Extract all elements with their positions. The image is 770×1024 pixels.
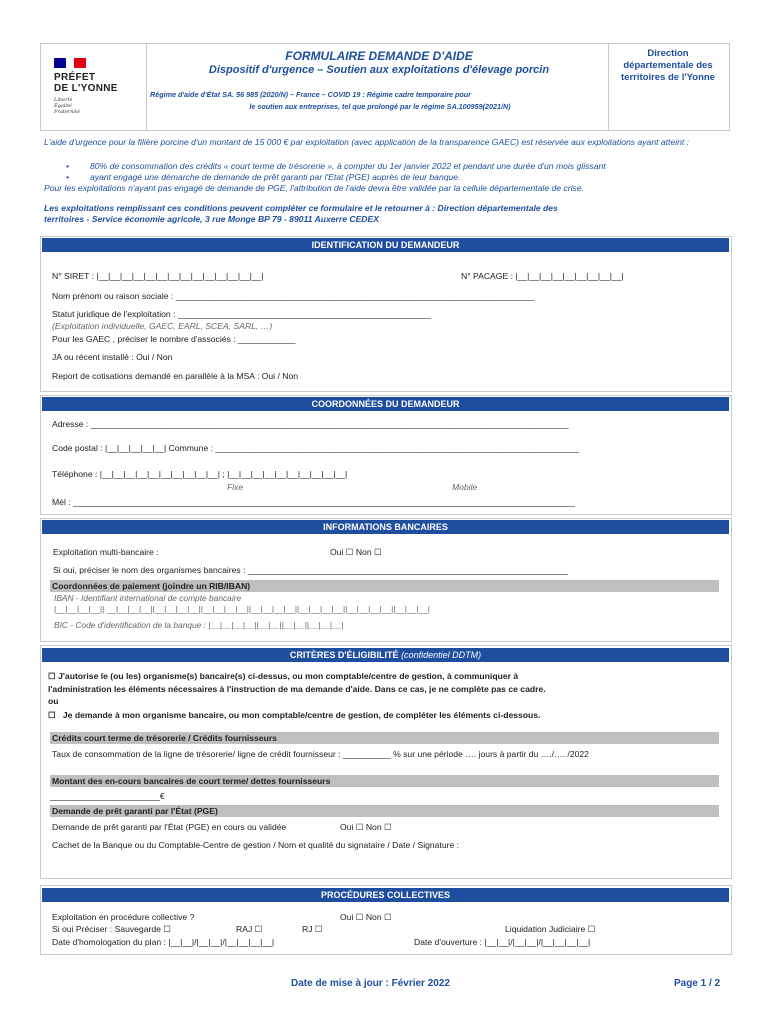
- siret-field[interactable]: N° SIRET : |__|__|__|__|__|__|__|__|__|__|__|__|__|__|: [52, 271, 264, 281]
- bullet-1-text: 80% de consommation des crédits « court terme de trésorerie », à compter du 1er janvier 2022 et pendant une durée d'un mois glissant: [90, 161, 606, 171]
- eligibilite-title-text: CRITÈRES D'ÉLIGIBILITÉ: [289, 650, 399, 660]
- motto-liberte: Liberté: [54, 97, 73, 103]
- ouverture-date[interactable]: Date d'ouverture : |__|__|/|__|__|/|__|__|__|__|: [414, 937, 591, 947]
- telephone-field[interactable]: Téléphone : |__|__|__|__|__|__|__|__|__|__| ; |__|__|__|__|__|__|__|__|__|__|: [52, 469, 348, 479]
- pacage-field[interactable]: N° PACAGE : |__|__|__|__|__|__|__|__|__|: [461, 271, 624, 281]
- code-postal-field[interactable]: Code postal : |__|__|__|__|__| Commune : ____________________________________________________________________________: [52, 443, 579, 453]
- eligibilite-title-extra: (confidentiel DDTM): [401, 650, 482, 660]
- marianne-flag-icon: [54, 58, 86, 68]
- intro-bullet-2: • ayant engagé une démarche de demande de prêt garanti par l'Etat (PGE) auprès de leur banque.: [66, 172, 461, 182]
- intro-para-2: Pour les exploitations n'ayant pas engagé de demande de PGE, l'attribution de l'aide devra être validée par la cellule départementale de crise.: [44, 183, 584, 193]
- eligibilite-title: [42, 648, 729, 662]
- adresse-field[interactable]: Adresse : ____________________________________________________________________________________________________: [52, 419, 569, 429]
- coordonnees-title: COORDONNÉES DU DEMANDEUR: [42, 397, 729, 411]
- gaec-field[interactable]: Pour les GAEC , préciser le nombre d'associés : ____________: [52, 334, 296, 344]
- pge-title: Demande de prêt garanti par l'État (PGE): [50, 805, 719, 817]
- regime-line-1: Régime d'aide d'État SA. 56 985 (2020/N) – France – COVID 19 : Régime cadre temporaire pour: [150, 90, 471, 99]
- autorise-line2: l'administration les éléments nécessaires à l'instruction de ma demande d'aide. Dans ce cas, je ne complète pas ce cadre.: [48, 684, 546, 694]
- statut-field[interactable]: Statut juridique de l'exploitation : _____________________________________________________: [52, 309, 432, 319]
- pge-field: Demande de prêt garanti par l'État (PGE) en cours ou validée: [52, 822, 287, 832]
- multi-bancaire-choice[interactable]: Oui ☐ Non ☐: [330, 547, 382, 557]
- encours-field[interactable]: _______________________€: [50, 791, 165, 801]
- logo-line1: PRÉFET: [54, 72, 96, 83]
- ja-field[interactable]: JA ou récent installé : Oui / Non: [52, 352, 173, 362]
- return-address-1: Les exploitations remplissant ces conditions peuvent compléter ce formulaire et le retourner à : Direction départementale des: [44, 203, 558, 213]
- page-number: Page 1 / 2: [674, 978, 721, 989]
- bullet-2-text: ayant engagé une démarche de demande de prêt garanti par l'Etat (PGE) auprès de leur banque.: [90, 172, 461, 182]
- demande-text: Je demande à mon organisme bancaire, ou mon comptable/centre de gestion, de compléter les éléments ci-dessous.: [62, 710, 541, 720]
- logo-motto: [54, 97, 118, 115]
- logo-line2: DE L'YONNE: [54, 83, 118, 94]
- bic-field[interactable]: BIC - Code d'identification de la banque : |__|__|__|__||__|__||__|__||__|__|__|: [54, 620, 344, 630]
- mobile-label: Mobile: [452, 482, 478, 492]
- motto-fraternite: Fraternité: [54, 109, 80, 115]
- collectives-title: PROCÉDURES COLLECTIVES: [42, 888, 729, 902]
- organismes-field[interactable]: Si oui, préciser le nom des organismes bancaires : ___________________________________________________________________: [53, 565, 569, 575]
- encours-title: Montant des en-cours bancaires de court terme/ dettes fournisseurs: [50, 775, 719, 787]
- msa-field[interactable]: Report de cotisations demandé en parallèle à la MSA : Oui / Non: [52, 371, 299, 381]
- demande-checkbox[interactable]: ☐: [48, 710, 56, 720]
- homologation-date[interactable]: Date d'homologation du plan : |__|__|/|__|__|/|__|__|__|__|: [52, 937, 275, 947]
- autorise-checkbox-line1[interactable]: ☐ J'autorise le (ou les) organisme(s) bancaire(s) ci-dessus, ou mon comptable/centre de gestion, à communiquer à: [48, 671, 519, 681]
- ddt-label: Direction départementale des territoires de l'Yonne: [621, 48, 715, 83]
- sauvegarde-checkbox[interactable]: Si oui Préciser : Sauvegarde ☐: [52, 924, 172, 934]
- procedure-label: Exploitation en procédure collective ?: [52, 912, 195, 922]
- identification-title: IDENTIFICATION DU DEMANDEUR: [42, 238, 729, 252]
- rj-checkbox[interactable]: RJ ☐: [302, 924, 323, 934]
- nom-field[interactable]: Nom prénom ou raison sociale : ___________________________________________________________________________: [52, 291, 535, 301]
- return-address-2: territoires - Service économie agricole, 3 rue Monge BP 79 - 89011 Auxerre CEDEX: [44, 214, 379, 224]
- taux-field[interactable]: Taux de consommation de la ligne de trésorerie/ ligne de crédit fournisseur : __________ % sur une période …. jours à partir du …./…. /2022: [52, 749, 589, 759]
- intro-bullet-1: • 80% de consommation des crédits « court terme de trésorerie », à compter du 1er janvier 2022 et pendant une durée d'un mois glissant: [66, 161, 606, 171]
- form-title: FORMULAIRE DEMANDE D'AIDE: [285, 49, 473, 63]
- iban-label: IBAN - Identifiant international de compte bancaire: [54, 593, 242, 603]
- regime-line-2: le soutien aux entreprises, tel que prolongé par le régime SA.100959(2021/N): [249, 102, 511, 111]
- motto-egalite: Égalité: [54, 103, 72, 109]
- liquidation-checkbox[interactable]: Liquidation Judiciaire ☐: [505, 924, 596, 934]
- demande-line[interactable]: [48, 709, 540, 721]
- credits-title: Crédits court terme de trésorerie / Crédits fournisseurs: [50, 732, 719, 744]
- intro-para-1: L'aide d'urgence pour la filière porcine d'un montant de 15 000 € par exploitation (avec application de la transparence GAEC) est réservée aux exploitations ayant atteint :: [44, 137, 690, 147]
- fixe-label: Fixe: [227, 482, 244, 492]
- pge-choice[interactable]: Oui ☐ Non ☐: [340, 822, 392, 832]
- republique-logo: [54, 58, 118, 115]
- procedure-choice[interactable]: Oui ☐ Non ☐: [340, 912, 392, 922]
- update-date: Date de mise à jour : Février 2022: [291, 978, 450, 989]
- mel-field[interactable]: Mél : _________________________________________________________________________________________________________: [52, 497, 575, 507]
- iban-boxes[interactable]: |__|__|__|__|| __|__|__|__||__|__|__|__||__|__|__|__||__|__|__|__||__|__|__|__||__|__|__|__||__|__|__|: [54, 604, 430, 614]
- ou-label: ou: [48, 696, 59, 706]
- multi-bancaire-label: Exploitation multi-bancaire :: [53, 547, 159, 557]
- form-subtitle: Dispositif d'urgence – Soutien aux exploitations d'élevage porcin: [208, 64, 550, 76]
- statut-hint: (Exploitation individuelle, GAEC, EARL, SCEA, SARL, …): [52, 321, 273, 331]
- raj-checkbox[interactable]: RAJ ☐: [236, 924, 263, 934]
- coord-paiement-title: Coordonnées de paiement (joindre un RIB/IBAN): [50, 580, 719, 592]
- cachet-label: Cachet de la Banque ou du Comptable-Centre de gestion / Nom et qualité du signataire / Date / Signature :: [52, 840, 460, 850]
- bancaire-title: INFORMATIONS BANCAIRES: [42, 520, 729, 534]
